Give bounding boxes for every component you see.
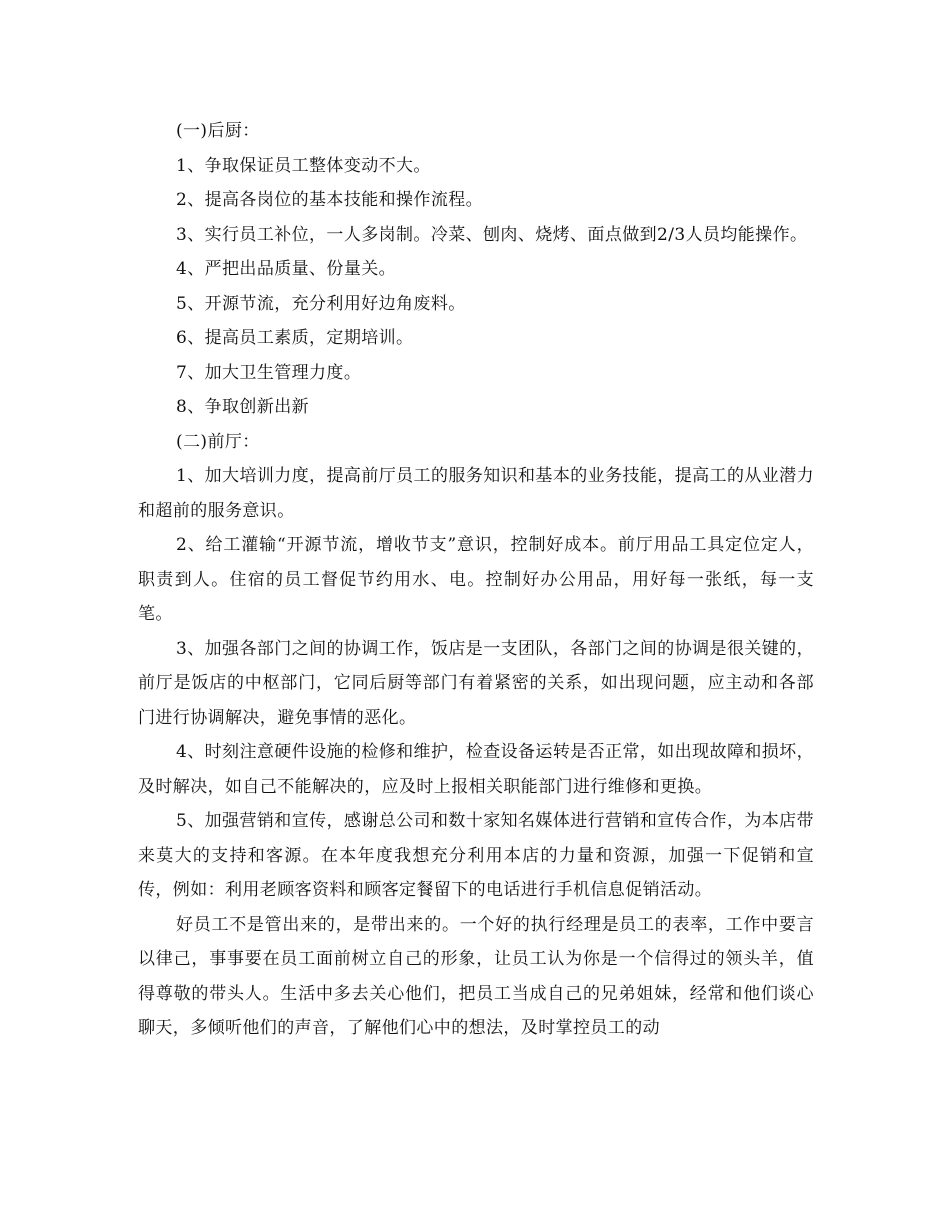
closing-paragraph: 好员工不是管出来的，是带出来的。一个好的执行经理是员工的表率，工作中要言以律己，事事要在员工面前树立自己的形象，让员工认为你是一个信得过的领头羊，值得尊敬的带头人。生活中多去关心他们，把员工当成自己的兄弟姐妹，经常和他们谈心聊天，多倾听他们的声音，了解他们心中的想法，及时掌控员工的动 (138, 914, 814, 1038)
section-heading-kitchen: (一)后厨： (176, 121, 260, 141)
kitchen-item-5: 5、开源节流，充分利用好边角废料。 (176, 293, 466, 314)
kitchen-item-7: 7、加大卫生管理力度。 (176, 362, 362, 383)
front-hall-item-2: 2、给工灌输“开源节流，增收节支”意识，控制好成本。前厅用品工具定位定人，职责到人。住宿的员工督促节约用水、电。控制好办公用品，用好每一张纸，每一支笔。 (138, 535, 814, 624)
kitchen-item-2: 2、提高各岗位的基本技能和操作流程。 (176, 190, 484, 210)
kitchen-item-4: 4、严把出品质量、份量关。 (176, 259, 397, 279)
front-hall-item-4: 4、时刻注意硬件设施的检修和维护，检查设备运转是否正常，如出现故障和损坏，及时解决，如自己不能解决的，应及时上报相关职能部门进行维修和更换。 (138, 742, 814, 797)
kitchen-item-8: 8、争取创新出新 (176, 397, 310, 417)
front-hall-item-1: 1、加大培训力度，提高前厅员工的服务知识和基本的业务技能，提高工的从业潜力和超前的服务意识。 (138, 466, 814, 521)
kitchen-item-1: 1、争取保证员工整体变动不大。 (176, 155, 431, 176)
front-hall-item-5: 5、加强营销和宣传，感谢总公司和数十家知名媒体进行营销和宣传合作，为本店带来莫大的支持和客源。在本年度我想充分利用本店的力量和资源，加强一下促销和宣传，例如：利用老顾客资料和顾客定餐留下的电话进行手机信息促销活动。 (138, 811, 814, 900)
kitchen-item-6: 6、提高员工素质，定期培训。 (176, 328, 414, 348)
section-heading-front-hall: (二)前厅： (176, 431, 260, 452)
front-hall-item-3: 3、加强各部门之间的协调工作，饭店是一支团队，各部门之间的协调是很关键的，前厅是饭店的中枢部门，它同后厨等部门有着紧密的关系，如出现问题，应主动和各部门进行协调解决，避免事情的恶化。 (138, 638, 814, 728)
kitchen-item-3: 3、实行员工补位，一人多岗制。冷菜、刨肉、烧烤、面点做到2/3人员均能操作。 (176, 224, 808, 245)
document-body (138, 114, 814, 1046)
